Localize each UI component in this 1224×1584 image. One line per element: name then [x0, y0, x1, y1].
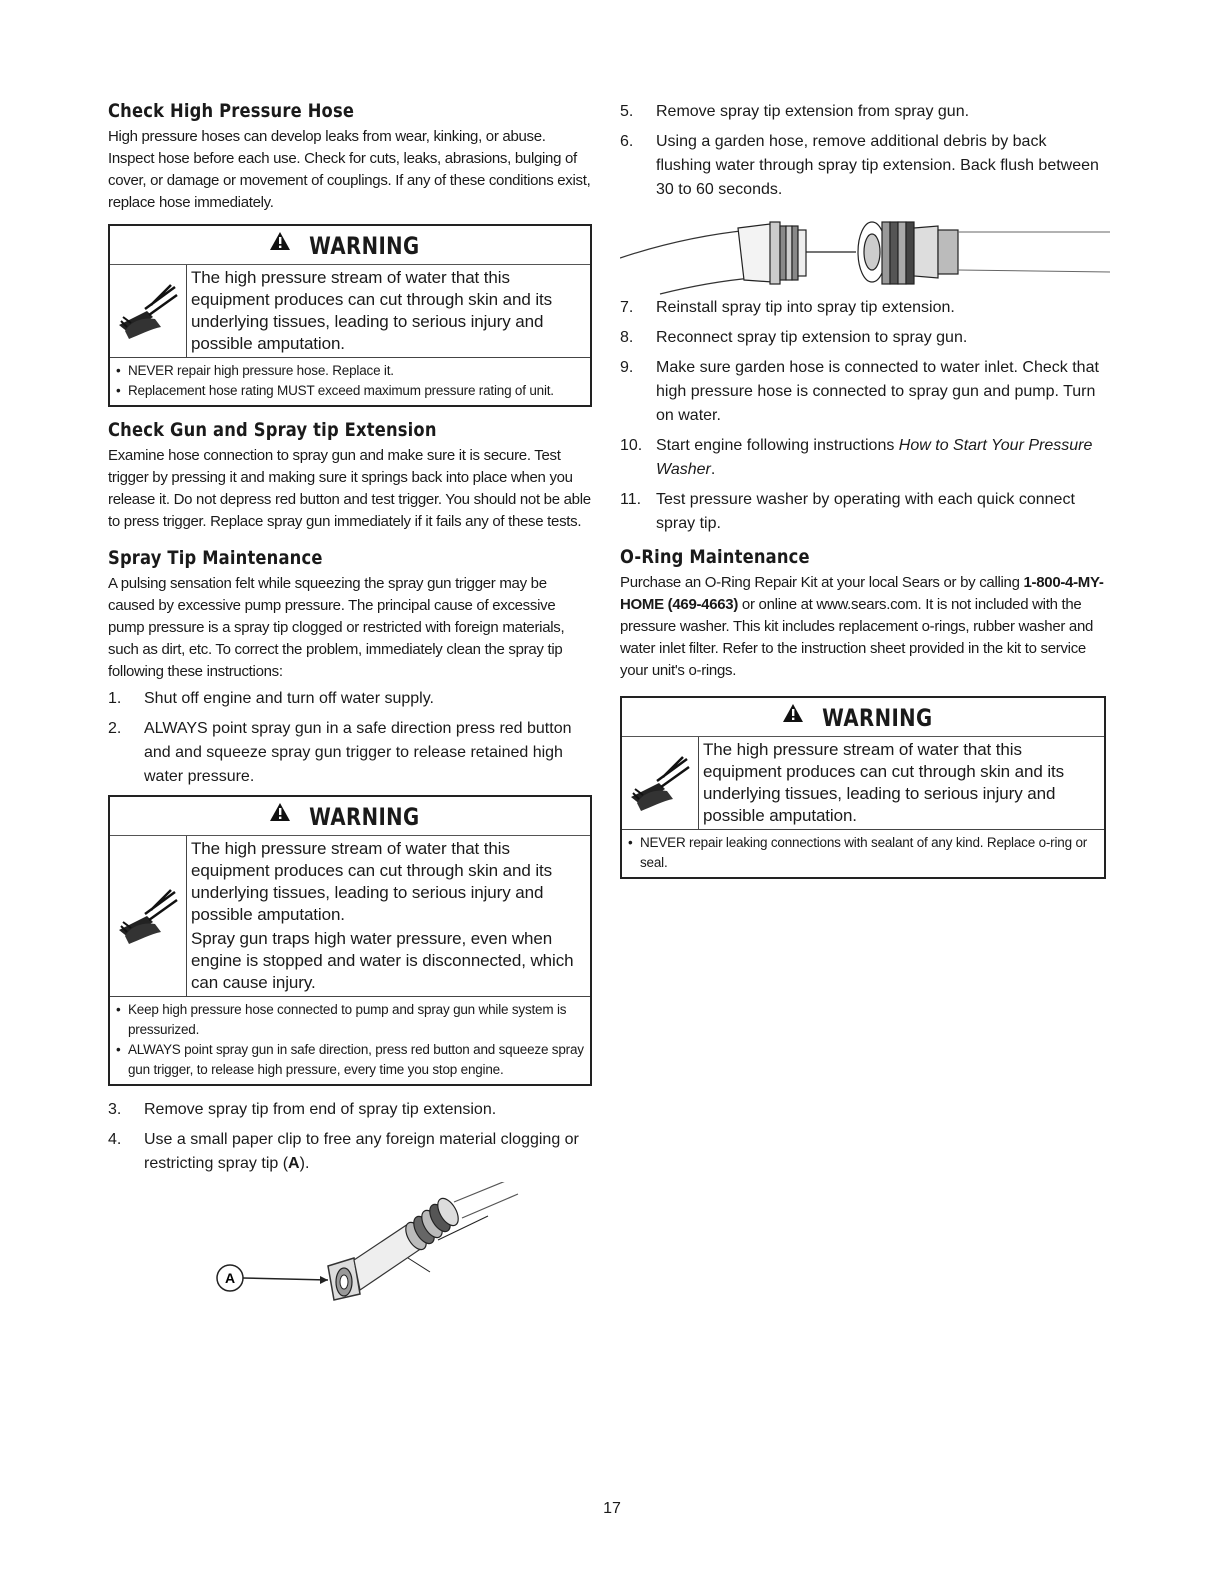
gun-body: Examine hose connection to spray gun and make sure it is secure. Test trigger by pressing it and making sure it springs back into place when you release it. Do not depress red button and test trigger. You should not be able to press trigger. Replace spray gun immediately if it fails any of these tests. — [108, 447, 591, 530]
warning-title: WARNING — [821, 704, 933, 732]
step-item: 2. ALWAYS point spray gun in a safe direction press red button and and squeeze spray gun trigger to release retained high water pressure. — [108, 720, 572, 785]
warning-box-oring — [620, 696, 1106, 879]
tip-heading: Spray Tip Maintenance — [108, 547, 323, 569]
step-item: 8. Reconnect spray tip extension to spray gun. — [620, 329, 968, 346]
warning-bullet: • NEVER repair leaking connections with sealant of any kind. Replace o-ring or seal. — [628, 833, 1098, 873]
step-item: 10. Start engine following instructions How to Start Your Pressure Washer. — [620, 437, 1093, 478]
warning-text: The high pressure stream of water that this equipment produces can cut through skin and its underlying tissues, leading to serious injury and possible amputation. — [191, 268, 553, 353]
right-column — [620, 100, 1106, 891]
warning-triangle-icon — [782, 696, 804, 734]
spray-tip-illustration — [108, 1182, 592, 1302]
warning-bullet: • Replacement hose rating MUST exceed maximum pressure rating of unit. — [116, 381, 584, 401]
warning-text: The high pressure stream of water that this equipment produces can cut through skin and its underlying tissues, leading to serious injury and possible amputation. — [191, 839, 553, 924]
warning-header — [622, 698, 1104, 737]
sears-phone: 1-800-4-MY-HOME (469-4663) — [620, 574, 1104, 613]
warning-box-gun — [108, 795, 592, 1086]
gun-heading: Check Gun and Spray tip Extension — [108, 419, 437, 441]
oring-body: Purchase an O-Ring Repair Kit at your local Sears or by calling 1-800-4-MY-HOME (469-4663) or online at www.sears.com. It is not included with the pressure washer. This kit includes replacement o-rings, rubber washer and water inlet filter. Refer to the instruction sheet provided in the kit to service your unit's o-rings. — [620, 574, 1104, 679]
step-item: 11. Test pressure washer by operating with each quick connect spray tip. — [620, 491, 1075, 532]
hand-injection-hazard-icon — [110, 836, 187, 996]
warning-bullet: • NEVER repair high pressure hose. Replace it. — [116, 361, 584, 381]
warning-text: The high pressure stream of water that this equipment produces can cut through skin and its underlying tissues, leading to serious injury and possible amputation. — [703, 740, 1065, 825]
step-item: 7. Reinstall spray tip into spray tip extension. — [620, 299, 955, 316]
step-item: 4. Use a small paper clip to free any foreign material clogging or restricting spray tip (A). — [108, 1131, 579, 1172]
steps-mid — [620, 296, 1106, 536]
warning-box-hose — [108, 224, 592, 407]
hose-heading: Check High Pressure Hose — [108, 100, 355, 122]
warning-title: WARNING — [308, 232, 420, 260]
callout-label: A — [224, 1270, 236, 1286]
step-item: 3. Remove spray tip from end of spray tip extension. — [108, 1101, 497, 1118]
hand-injection-hazard-icon — [622, 737, 699, 829]
tip-steps — [108, 687, 592, 789]
warning-bullet: • ALWAYS point spray gun in safe direction, press red button and squeeze spray gun trigger, to release high pressure, every time you stop engine. — [116, 1040, 584, 1080]
warning-header — [110, 797, 590, 836]
page-number: 17 — [603, 1500, 621, 1517]
warning-text: Spray gun traps high water pressure, even when engine is stopped and water is disconnected, which can cause injury. — [191, 929, 574, 992]
step-item: 1. Shut off engine and turn off water supply. — [108, 690, 434, 707]
hand-injection-hazard-icon — [110, 265, 187, 357]
warning-title: WARNING — [308, 803, 420, 831]
steps-top — [620, 100, 1106, 202]
left-column — [108, 100, 592, 1302]
warning-header — [110, 226, 590, 265]
step-item: 6. Using a garden hose, remove additional debris by back flushing water through spray tip extension. Back flush between 30 to 60 seconds. — [620, 133, 1099, 198]
step-item: 9. Make sure garden hose is connected to water inlet. Check that high pressure hose is connected to spray gun and pump. Turn on water. — [620, 359, 1099, 424]
warning-triangle-icon — [269, 224, 291, 262]
hose-coupling-illustration — [620, 208, 1110, 296]
hose-body: High pressure hoses can develop leaks from wear, kinking, or abuse. Inspect hose before each use. Check for cuts, leaks, abrasions, bulging of cover, or damage or movement of couplings. If any of these conditions exist, replace hose immediately. — [108, 128, 591, 211]
warning-triangle-icon — [269, 795, 291, 833]
tip-body: A pulsing sensation felt while squeezing the spray gun trigger may be caused by excessive pump pressure. The principal cause of excessive pump pressure is a spray tip clogged or restricted with foreign materials, such as dirt, etc. To correct the problem, immediately clean the spray tip following these instructions: — [108, 575, 565, 680]
warning-bullet: • Keep high pressure hose connected to pump and spray gun while system is pressurized. — [116, 1000, 584, 1040]
oring-heading: O-Ring Maintenance — [620, 546, 810, 568]
step-item: 5. Remove spray tip extension from spray gun. — [620, 103, 970, 120]
tip-steps-continued — [108, 1098, 592, 1176]
